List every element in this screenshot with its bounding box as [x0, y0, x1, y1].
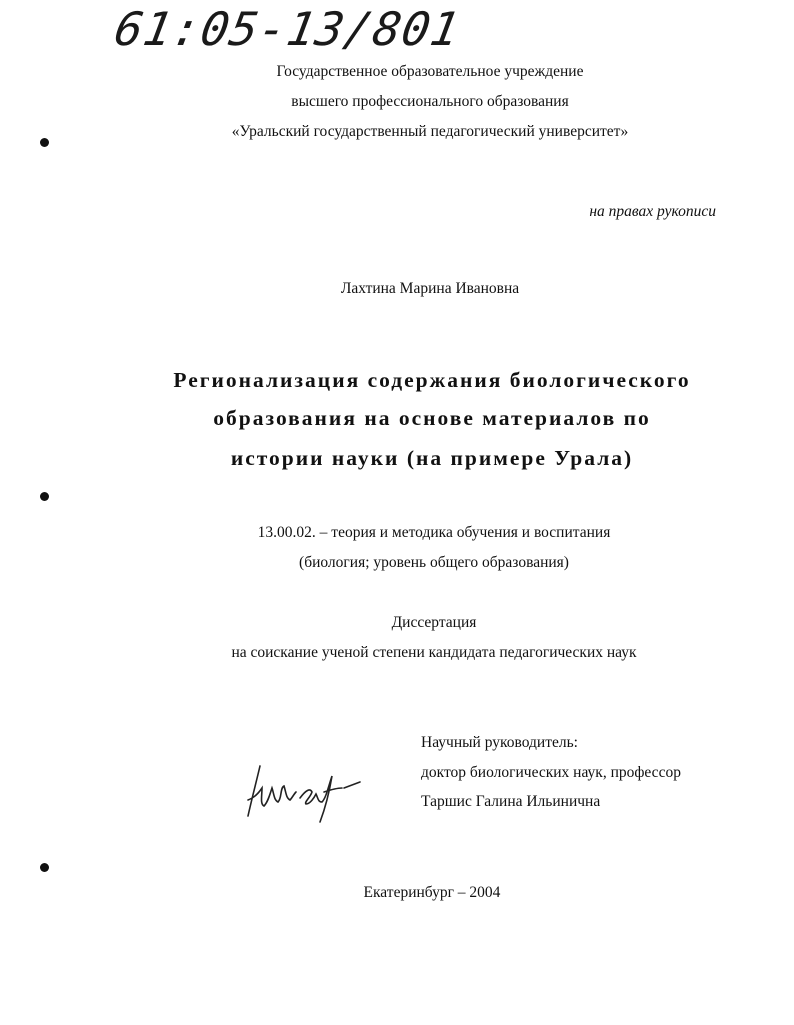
supervisor-name: Таршис Галина Ильинична — [421, 793, 601, 810]
degree-sought: на соискание ученой степени кандидата педагогических наук — [231, 644, 637, 661]
institution-line-3: «Уральский государственный педагогический университет» — [231, 123, 629, 140]
supervisor-degree: доктор биологических наук, профессор — [421, 764, 681, 781]
dissertation-title-line-2: образования на основе материалов по — [213, 406, 651, 430]
author-signature — [240, 758, 370, 828]
institution-line-2: высшего профессионального образования — [291, 93, 569, 110]
dissertation-title-line-3: истории науки (на примере Урала) — [230, 446, 634, 470]
institution-line-1: Государственное образовательное учреждение — [276, 63, 584, 80]
binding-hole-mark — [40, 138, 49, 147]
binding-hole-mark — [40, 492, 49, 501]
supervisor-label: Научный руководитель: — [421, 734, 578, 751]
binding-hole-mark — [40, 863, 49, 872]
author-name: Лахтина Марина Ивановна — [340, 280, 520, 297]
specialty-area: (биология; уровень общего образования) — [299, 554, 569, 571]
work-type: Диссертация — [391, 614, 477, 631]
manuscript-rights: на правах рукописи — [589, 203, 716, 220]
archive-number: 61:05-13/801 — [110, 2, 465, 56]
dissertation-title-line-1: Регионализация содержания биологического — [173, 368, 691, 392]
city-year: Екатеринбург – 2004 — [363, 884, 501, 901]
specialty-code: 13.00.02. – теория и методика обучения и воспитания — [257, 524, 611, 541]
